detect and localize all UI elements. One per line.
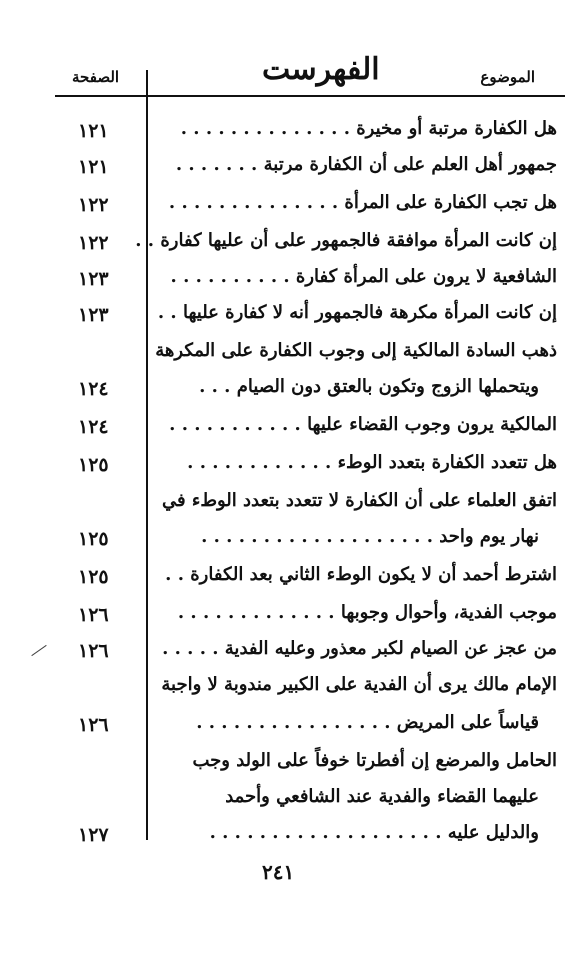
leader-dots: . . . . . . . . . . . . bbox=[187, 452, 332, 473]
entry-page-number: ١٢٦ bbox=[78, 714, 109, 736]
leader-dots: . . . . . . . . . . . . . . bbox=[180, 118, 350, 139]
index-entry bbox=[149, 340, 557, 361]
index-entry bbox=[135, 230, 557, 251]
entry-page-number: ١٢٢ bbox=[78, 194, 109, 216]
index-entry bbox=[149, 750, 557, 771]
leader-dots: . . . . . bbox=[162, 638, 219, 659]
entry-text: ذهب السادة المالكية إلى وجوب الكفارة على المكرهة bbox=[155, 340, 557, 361]
entry-text: من عجز عن الصيام لكبر معذور وعليه الفدية bbox=[224, 638, 557, 659]
entry-text: إن كانت المرأة موافقة فالجمهور على أن عليها كفارة bbox=[160, 230, 557, 251]
page-number: ٢٤١ bbox=[262, 860, 295, 884]
entry-page-number: ١٢٥ bbox=[78, 566, 109, 588]
index-row bbox=[0, 450, 585, 484]
entry-text: المالكية يرون وجوب القضاء عليها bbox=[307, 414, 557, 435]
index-entry bbox=[149, 602, 557, 623]
index-row bbox=[0, 636, 585, 670]
entry-text: عليهما القضاء والفدية عند الشافعي وأحمد bbox=[225, 786, 539, 807]
entry-text: اتفق العلماء على أن الكفارة لا تتعدد بتعدد الوطء في bbox=[161, 490, 557, 511]
index-row bbox=[0, 300, 585, 334]
entry-text: موجب الفدية، وأحوال وجوبها bbox=[340, 602, 557, 623]
leader-dots: . . . . . . . . . . . . . . . . bbox=[196, 712, 391, 733]
leader-dots: . . . . . . . . . . . . . . . . . . . bbox=[209, 822, 442, 843]
index-row bbox=[0, 488, 585, 522]
index-row bbox=[0, 338, 585, 372]
leader-dots: . . . . . . . . . . . . . . . . . . . bbox=[201, 526, 433, 547]
index-entry bbox=[149, 674, 557, 695]
leader-dots: . . bbox=[157, 302, 177, 323]
index-entry bbox=[149, 376, 539, 397]
entry-page-number: ١٢٣ bbox=[78, 268, 109, 290]
index-entry bbox=[149, 712, 539, 733]
index-row bbox=[0, 672, 585, 706]
entry-text: إن كانت المرأة مكرهة فالجمهور أنه لا كفارة عليها bbox=[182, 302, 557, 323]
index-row bbox=[0, 524, 585, 558]
index-entry bbox=[149, 154, 557, 175]
entry-text: والدليل عليه bbox=[447, 822, 539, 843]
index-entry bbox=[149, 490, 557, 511]
index-entry bbox=[149, 414, 557, 435]
index-row bbox=[0, 190, 585, 224]
index-row bbox=[0, 116, 585, 150]
entry-page-number: ١٢٣ bbox=[78, 304, 109, 326]
index-entry bbox=[149, 526, 539, 547]
index-entry bbox=[149, 786, 539, 807]
entry-text: اشترط أحمد أن لا يكون الوطء الثاني بعد الكفارة bbox=[190, 564, 557, 585]
entry-text: هل تتعدد الكفارة بتعدد الوطء bbox=[337, 452, 557, 473]
leader-dots: . . . . . . . . . . . bbox=[169, 414, 301, 435]
index-row bbox=[0, 562, 585, 596]
index-entry bbox=[149, 192, 557, 213]
index-row bbox=[0, 748, 585, 782]
entry-page-number: ١٢٦ bbox=[78, 640, 109, 662]
entry-page-number: ١٢٥ bbox=[78, 528, 109, 550]
entry-text: الإمام مالك يرى أن الفدية على الكبير مندوبة لا واجبة bbox=[161, 674, 557, 695]
index-entry bbox=[149, 638, 557, 659]
entry-text: الشافعية لا يرون على المرأة كفارة bbox=[295, 266, 557, 287]
index-entry bbox=[149, 118, 557, 139]
leader-dots: . . bbox=[165, 564, 184, 585]
entry-page-number: ١٢٤ bbox=[78, 378, 109, 400]
leader-dots: . . . . . . . . . . . . . . bbox=[168, 192, 339, 213]
entry-page-number: ١٢١ bbox=[78, 120, 109, 142]
entry-text: ويتحملها الزوج وتكون بالعتق دون الصيام bbox=[236, 376, 539, 397]
index-entry bbox=[149, 452, 557, 473]
index-row bbox=[0, 412, 585, 446]
entry-text: نهار يوم واحد bbox=[439, 526, 539, 547]
entry-text: جمهور أهل العلم على أن الكفارة مرتبة bbox=[263, 154, 557, 175]
leader-dots: . . . . . . . bbox=[175, 154, 258, 175]
index-entry bbox=[149, 822, 539, 843]
entry-text: الحامل والمرضع إن أفطرتا خوفاً على الولد وجب bbox=[192, 750, 557, 771]
page-title: الفهرست bbox=[262, 52, 380, 87]
index-entry bbox=[149, 302, 557, 323]
index-entry bbox=[149, 266, 557, 287]
leader-dots: . . . . . . . . . . bbox=[170, 266, 290, 287]
index-row bbox=[0, 710, 585, 744]
entry-page-number: ١٢٢ bbox=[78, 232, 109, 254]
entry-text: هل تجب الكفارة على المرأة bbox=[344, 192, 557, 213]
index-row bbox=[0, 264, 585, 298]
leader-dots: . . . bbox=[199, 376, 231, 397]
entry-page-number: ١٢١ bbox=[78, 156, 109, 178]
header-rule bbox=[55, 95, 565, 97]
entry-text: قياساً على المريض bbox=[396, 712, 539, 733]
index-row bbox=[0, 374, 585, 408]
index-row bbox=[0, 152, 585, 186]
index-row bbox=[0, 228, 585, 262]
index-row bbox=[0, 600, 585, 634]
leader-dots: . . . . . . . . . . . . . bbox=[177, 602, 335, 623]
entry-page-number: ١٢٦ bbox=[78, 604, 109, 626]
leader-dots: . . bbox=[135, 230, 155, 251]
entry-page-number: ١٢٥ bbox=[78, 454, 109, 476]
index-row bbox=[0, 820, 585, 854]
index-entry bbox=[149, 564, 557, 585]
entry-text: هل الكفارة مرتبة أو مخيرة bbox=[356, 118, 557, 139]
entry-page-number: ١٢٧ bbox=[78, 824, 109, 846]
page-column-header: الصفحة bbox=[72, 68, 120, 86]
index-row bbox=[0, 784, 585, 818]
topic-column-header: الموضوع bbox=[480, 68, 535, 86]
entry-page-number: ١٢٤ bbox=[78, 416, 109, 438]
